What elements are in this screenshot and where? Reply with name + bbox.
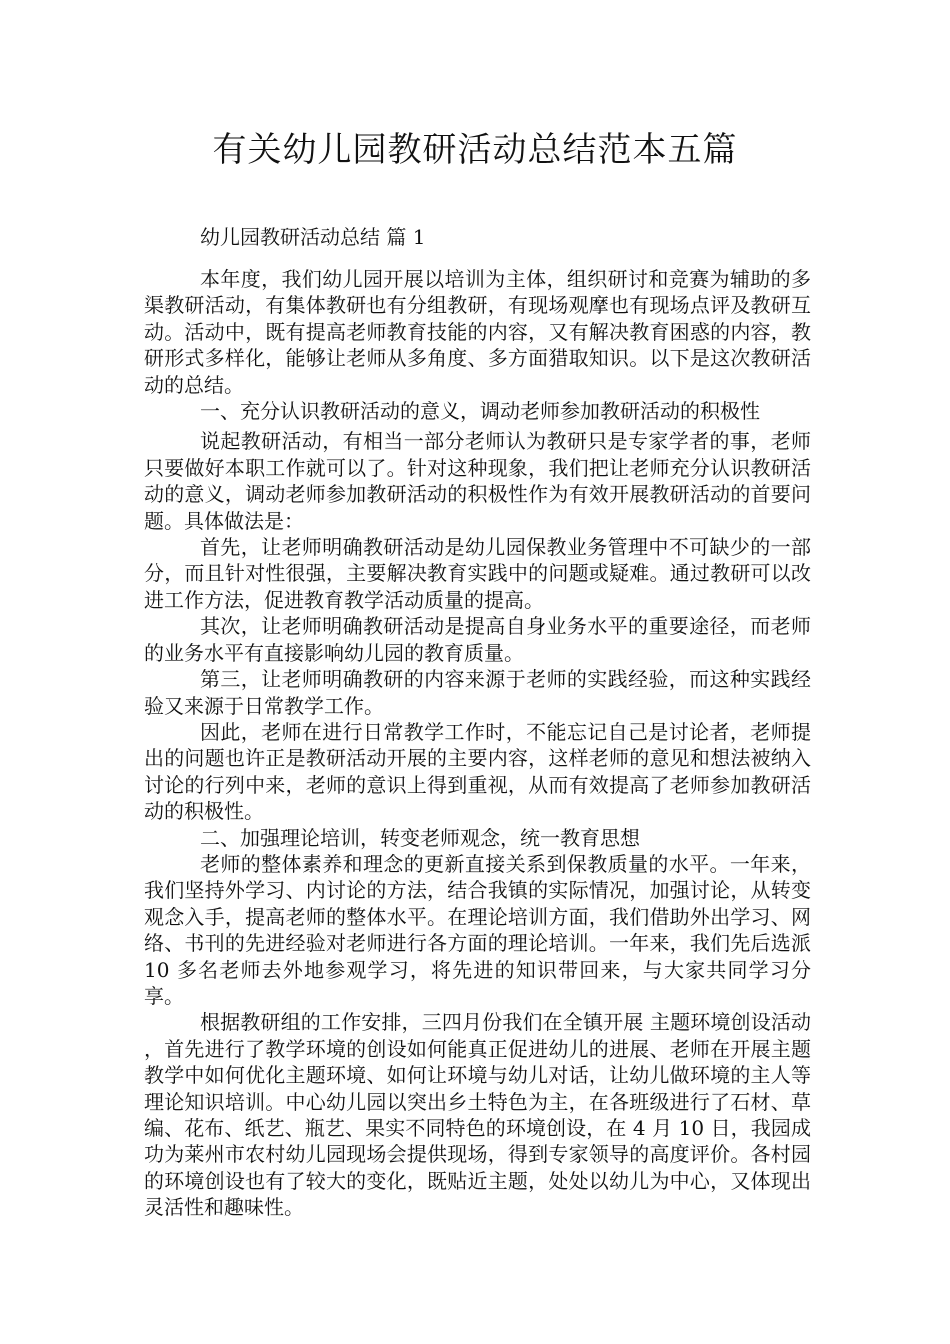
paragraph-intro: 本年度，我们幼儿园开展以培训为主体，组织研讨和竞赛为辅助的多渠教研活动，有集体教研也有分组教研，有现场观摩也有现场点评及教研互动。活动中，既有提高老师教育技能的内容，又有解决教育困惑的内容，教研形式多样化，能够让老师从多角度、多方面猎取知识。以下是这次教研活动的总结。 bbox=[144, 267, 811, 397]
section-heading: 幼儿园教研活动总结 篇 1 bbox=[200, 225, 426, 249]
paragraph: 根据教研组的工作安排，三四月份我们在全镇开展 主题环境创设活动 ，首先进行了教学环境的创设如何能真正促进幼儿的进展、老师在开展主题教学中如何优化主题环境、如何让环境与幼儿对话，让幼儿做环境的主人等理论知识培训。中心幼儿园以突出乡土特色为主，在各班级进行了石材、草编、花布、纸艺、瓶艺、果实不同特色的环境创设，在 4 月 10 日，我园成功为莱州市农村幼儿园现场会提供现场，得到专家领导的高度评价。各村园的环境创设也有了较大的变化，既贴近主题，处处以幼儿为中心，又体现出灵活性和趣味性。 bbox=[144, 1010, 811, 1220]
paragraph: 第三，让老师明确教研的内容来源于老师的实践经验，而这种实践经验又来源于日常教学工作。 bbox=[144, 667, 811, 718]
paragraph-heading-1: 一、充分认识教研活动的意义，调动老师参加教研活动的积极性 bbox=[200, 399, 760, 424]
paragraph: 说起教研活动，有相当一部分老师认为教研只是专家学者的事，老师只要做好本职工作就可以了。针对这种现象，我们把让老师充分认识教研活动的意义，调动老师参加教研活动的积极性作为有效开展教研活动的首要问题。具体做法是： bbox=[144, 429, 811, 533]
paragraph: 因此，老师在进行日常教学工作时，不能忘记自己是讨论者，老师提出的问题也许正是教研活动开展的主要内容，这样老师的意见和想法被纳入讨论的行列中来，老师的意识上得到重视，从而有效提高了老师参加教研活动的积极性。 bbox=[144, 719, 811, 824]
paragraph: 首先，让老师明确教研活动是幼儿园保教业务管理中不可缺少的一部分，而且针对性很强，主要解决教育实践中的问题或疑难。通过教研可以改进工作方法，促进教育教学活动质量的提高。 bbox=[144, 535, 811, 612]
paragraph: 其次，让老师明确教研活动是提高自身业务水平的重要途径，而老师的业务水平有直接影响幼儿园的教育质量。 bbox=[144, 614, 811, 665]
paragraph-heading-2: 二、加强理论培训，转变老师观念，统一教育思想 bbox=[200, 825, 640, 850]
document-body bbox=[144, 266, 811, 1221]
document-title: 有关幼儿园教研活动总结范本五篇 bbox=[212, 130, 738, 170]
paragraph: 老师的整体素养和理念的更新直接关系到保教质量的水平。一年来，我们坚持外学习、内讨论的方法，结合我镇的实际情况，加强讨论，从转变观念入手，提高老师的整体水平。在理论培训方面，我们借助外出学习、网络、书刊的先进经验对老师进行各方面的理论培训。一年来，我们先后选派 10 多名老师去外地参观学习，将先进的知识带回来，与大家共同学习分享。 bbox=[144, 851, 811, 1008]
